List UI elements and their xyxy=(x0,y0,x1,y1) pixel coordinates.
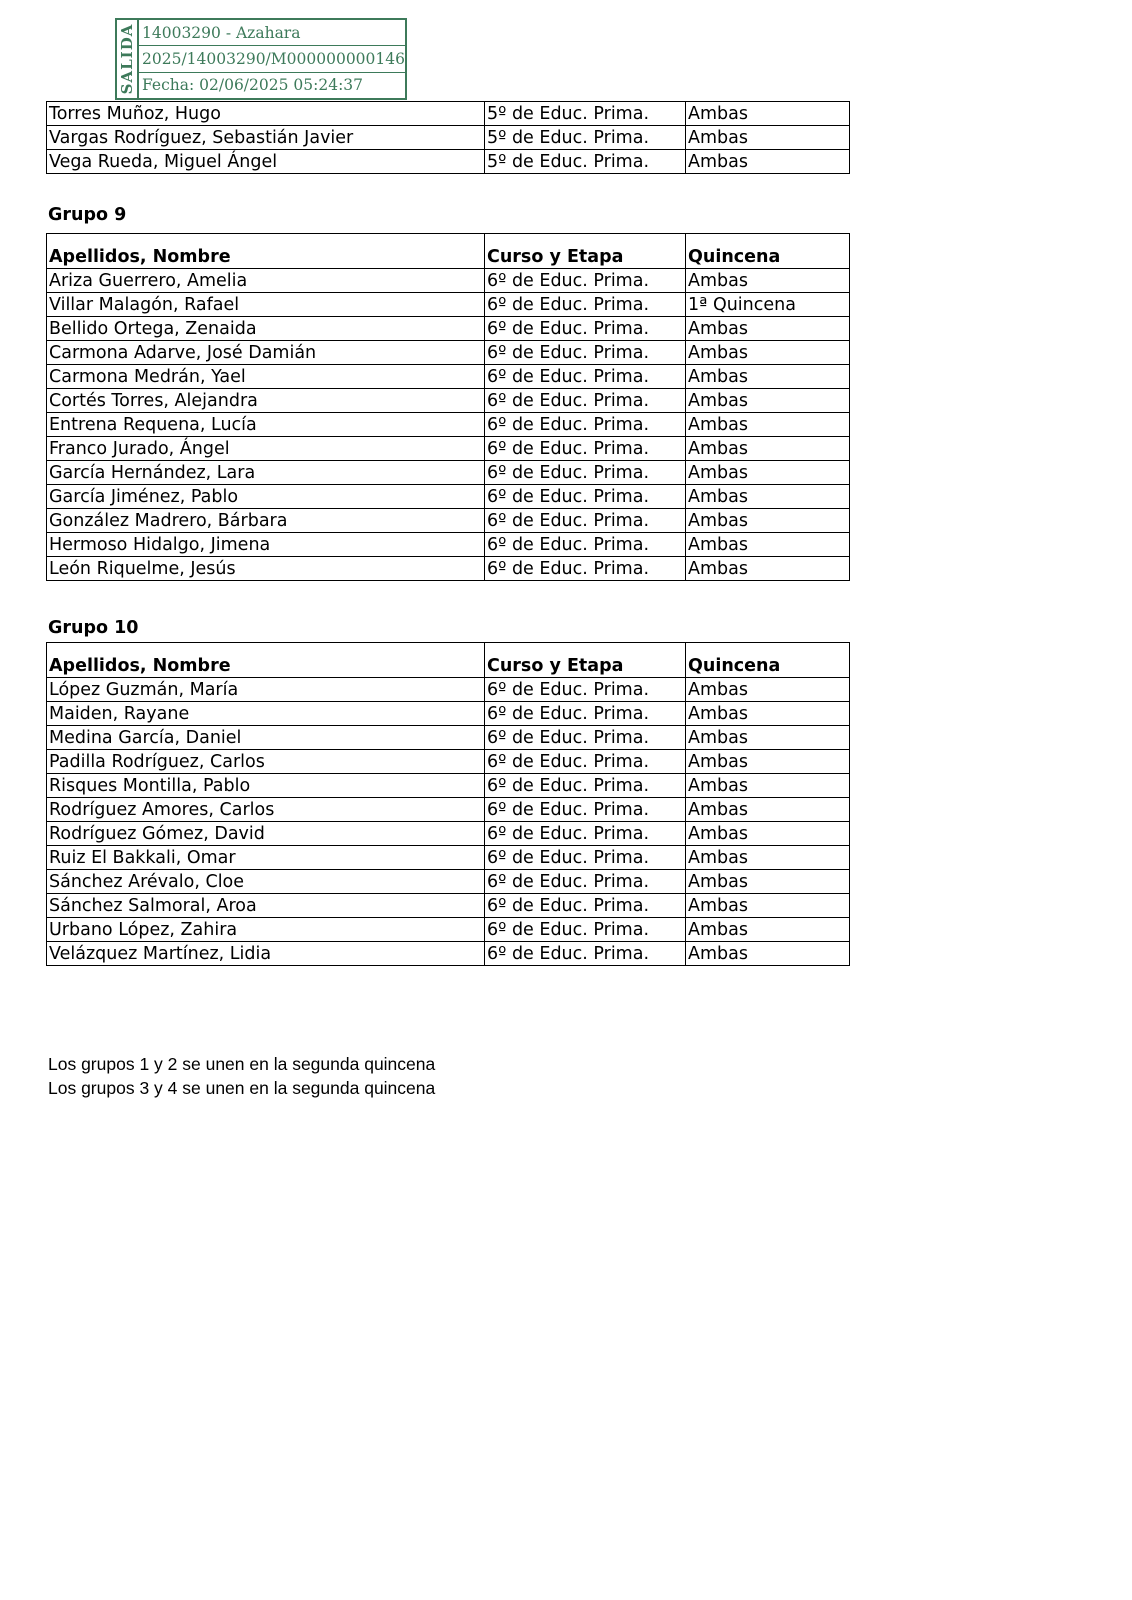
student-name: Risques Montilla, Pablo xyxy=(47,774,485,798)
student-name: López Guzmán, María xyxy=(47,678,485,702)
course-stage: 6º de Educ. Prima. xyxy=(485,557,686,581)
header-course: Curso y Etapa xyxy=(485,643,686,678)
fortnight: Ambas xyxy=(686,750,850,774)
table-header-row xyxy=(47,234,850,269)
course-stage: 6º de Educ. Prima. xyxy=(485,678,686,702)
table-row xyxy=(47,461,850,485)
fortnight: Ambas xyxy=(686,317,850,341)
table-row xyxy=(47,702,850,726)
student-name: Vargas Rodríguez, Sebastián Javier xyxy=(47,126,485,150)
table-row xyxy=(47,413,850,437)
stamp-date: Fecha: 02/06/2025 05:24:37 xyxy=(142,76,364,95)
student-name: Sánchez Salmoral, Aroa xyxy=(47,894,485,918)
student-name: Padilla Rodríguez, Carlos xyxy=(47,750,485,774)
table-row xyxy=(47,557,850,581)
table-row xyxy=(47,942,850,966)
course-stage: 6º de Educ. Prima. xyxy=(485,870,686,894)
student-name: León Riquelme, Jesús xyxy=(47,557,485,581)
group-9-table xyxy=(46,233,850,581)
course-stage: 6º de Educ. Prima. xyxy=(485,509,686,533)
student-name: Rodríguez Amores, Carlos xyxy=(47,798,485,822)
table-row xyxy=(47,485,850,509)
fortnight: Ambas xyxy=(686,894,850,918)
table-row xyxy=(47,509,850,533)
header-fortnight: Quincena xyxy=(686,643,850,678)
student-name: Velázquez Martínez, Lidia xyxy=(47,942,485,966)
table-row xyxy=(47,798,850,822)
student-name: Urbano López, Zahira xyxy=(47,918,485,942)
fortnight: Ambas xyxy=(686,774,850,798)
student-name: Carmona Adarve, José Damián xyxy=(47,341,485,365)
student-name: García Jiménez, Pablo xyxy=(47,485,485,509)
student-name: Ariza Guerrero, Amelia xyxy=(47,269,485,293)
course-stage: 6º de Educ. Prima. xyxy=(485,389,686,413)
course-stage: 6º de Educ. Prima. xyxy=(485,533,686,557)
fortnight: Ambas xyxy=(686,413,850,437)
fortnight: Ambas xyxy=(686,870,850,894)
course-stage: 6º de Educ. Prima. xyxy=(485,269,686,293)
note-line: Los grupos 1 y 2 se unen en la segunda quincena xyxy=(48,1054,436,1074)
fortnight: Ambas xyxy=(686,702,850,726)
fortnight: Ambas xyxy=(686,341,850,365)
table-row xyxy=(47,870,850,894)
student-name: Bellido Ortega, Zenaida xyxy=(47,317,485,341)
course-stage: 5º de Educ. Prima. xyxy=(485,126,686,150)
course-stage: 6º de Educ. Prima. xyxy=(485,485,686,509)
fortnight: 1ª Quincena xyxy=(686,293,850,317)
header-fortnight: Quincena xyxy=(686,234,850,269)
stamp-side-label: SALIDA xyxy=(117,20,139,98)
course-stage: 6º de Educ. Prima. xyxy=(485,461,686,485)
table-row xyxy=(47,389,850,413)
student-name: García Hernández, Lara xyxy=(47,461,485,485)
table-row xyxy=(47,533,850,557)
table-row xyxy=(47,822,850,846)
fortnight: Ambas xyxy=(686,509,850,533)
student-name: Carmona Medrán, Yael xyxy=(47,365,485,389)
table-row xyxy=(47,678,850,702)
fortnight: Ambas xyxy=(686,485,850,509)
group-9-title: Grupo 9 xyxy=(48,205,127,225)
header-name: Apellidos, Nombre xyxy=(47,234,485,269)
registry-stamp xyxy=(115,18,407,100)
table-row xyxy=(47,774,850,798)
student-name: Hermoso Hidalgo, Jimena xyxy=(47,533,485,557)
table-row xyxy=(47,102,850,126)
stamp-registry-code: 14003290 - Azahara xyxy=(139,20,405,46)
table-row xyxy=(47,126,850,150)
course-stage: 6º de Educ. Prima. xyxy=(485,413,686,437)
table-row xyxy=(47,437,850,461)
table-row xyxy=(47,341,850,365)
header-course: Curso y Etapa xyxy=(485,234,686,269)
table-row xyxy=(47,365,850,389)
student-name: Medina García, Daniel xyxy=(47,726,485,750)
continuation-table xyxy=(46,101,850,174)
fortnight: Ambas xyxy=(686,822,850,846)
table-row xyxy=(47,150,850,174)
fortnight: Ambas xyxy=(686,269,850,293)
course-stage: 6º de Educ. Prima. xyxy=(485,918,686,942)
group-10-title: Grupo 10 xyxy=(48,618,139,638)
course-stage: 6º de Educ. Prima. xyxy=(485,702,686,726)
course-stage: 6º de Educ. Prima. xyxy=(485,846,686,870)
course-stage: 6º de Educ. Prima. xyxy=(485,942,686,966)
table-header-row xyxy=(47,643,850,678)
course-stage: 6º de Educ. Prima. xyxy=(485,750,686,774)
fortnight: Ambas xyxy=(686,126,850,150)
course-stage: 6º de Educ. Prima. xyxy=(485,894,686,918)
student-name: González Madrero, Bárbara xyxy=(47,509,485,533)
fortnight: Ambas xyxy=(686,437,850,461)
fortnight: Ambas xyxy=(686,846,850,870)
course-stage: 6º de Educ. Prima. xyxy=(485,774,686,798)
notes xyxy=(48,1052,435,1100)
table-row xyxy=(47,293,850,317)
course-stage: 6º de Educ. Prima. xyxy=(485,365,686,389)
fortnight: Ambas xyxy=(686,942,850,966)
course-stage: 6º de Educ. Prima. xyxy=(485,293,686,317)
course-stage: 5º de Educ. Prima. xyxy=(485,102,686,126)
fortnight: Ambas xyxy=(686,389,850,413)
student-name: Entrena Requena, Lucía xyxy=(47,413,485,437)
student-name: Cortés Torres, Alejandra xyxy=(47,389,485,413)
course-stage: 6º de Educ. Prima. xyxy=(485,726,686,750)
course-stage: 6º de Educ. Prima. xyxy=(485,822,686,846)
course-stage: 6º de Educ. Prima. xyxy=(485,798,686,822)
stamp-registry-number: 2025/14003290/M000000000146 xyxy=(139,46,405,72)
fortnight: Ambas xyxy=(686,150,850,174)
fortnight: Ambas xyxy=(686,798,850,822)
table-row xyxy=(47,750,850,774)
fortnight: Ambas xyxy=(686,102,850,126)
student-name: Sánchez Arévalo, Cloe xyxy=(47,870,485,894)
student-name: Ruiz El Bakkali, Omar xyxy=(47,846,485,870)
student-name: Franco Jurado, Ángel xyxy=(47,437,485,461)
header-name: Apellidos, Nombre xyxy=(47,643,485,678)
fortnight: Ambas xyxy=(686,365,850,389)
table-row xyxy=(47,894,850,918)
fortnight: Ambas xyxy=(686,533,850,557)
course-stage: 6º de Educ. Prima. xyxy=(485,341,686,365)
student-name: Villar Malagón, Rafael xyxy=(47,293,485,317)
note-line: Los grupos 3 y 4 se unen en la segunda quincena xyxy=(48,1078,436,1098)
student-name: Vega Rueda, Miguel Ángel xyxy=(47,150,485,174)
fortnight: Ambas xyxy=(686,678,850,702)
group-10-table xyxy=(46,642,850,966)
student-name: Rodríguez Gómez, David xyxy=(47,822,485,846)
fortnight: Ambas xyxy=(686,918,850,942)
fortnight: Ambas xyxy=(686,557,850,581)
fortnight: Ambas xyxy=(686,726,850,750)
fortnight: Ambas xyxy=(686,461,850,485)
table-row xyxy=(47,918,850,942)
table-row xyxy=(47,269,850,293)
course-stage: 6º de Educ. Prima. xyxy=(485,437,686,461)
table-row xyxy=(47,726,850,750)
course-stage: 5º de Educ. Prima. xyxy=(485,150,686,174)
table-row xyxy=(47,317,850,341)
course-stage: 6º de Educ. Prima. xyxy=(485,317,686,341)
student-name: Torres Muñoz, Hugo xyxy=(47,102,485,126)
student-name: Maiden, Rayane xyxy=(47,702,485,726)
table-row xyxy=(47,846,850,870)
